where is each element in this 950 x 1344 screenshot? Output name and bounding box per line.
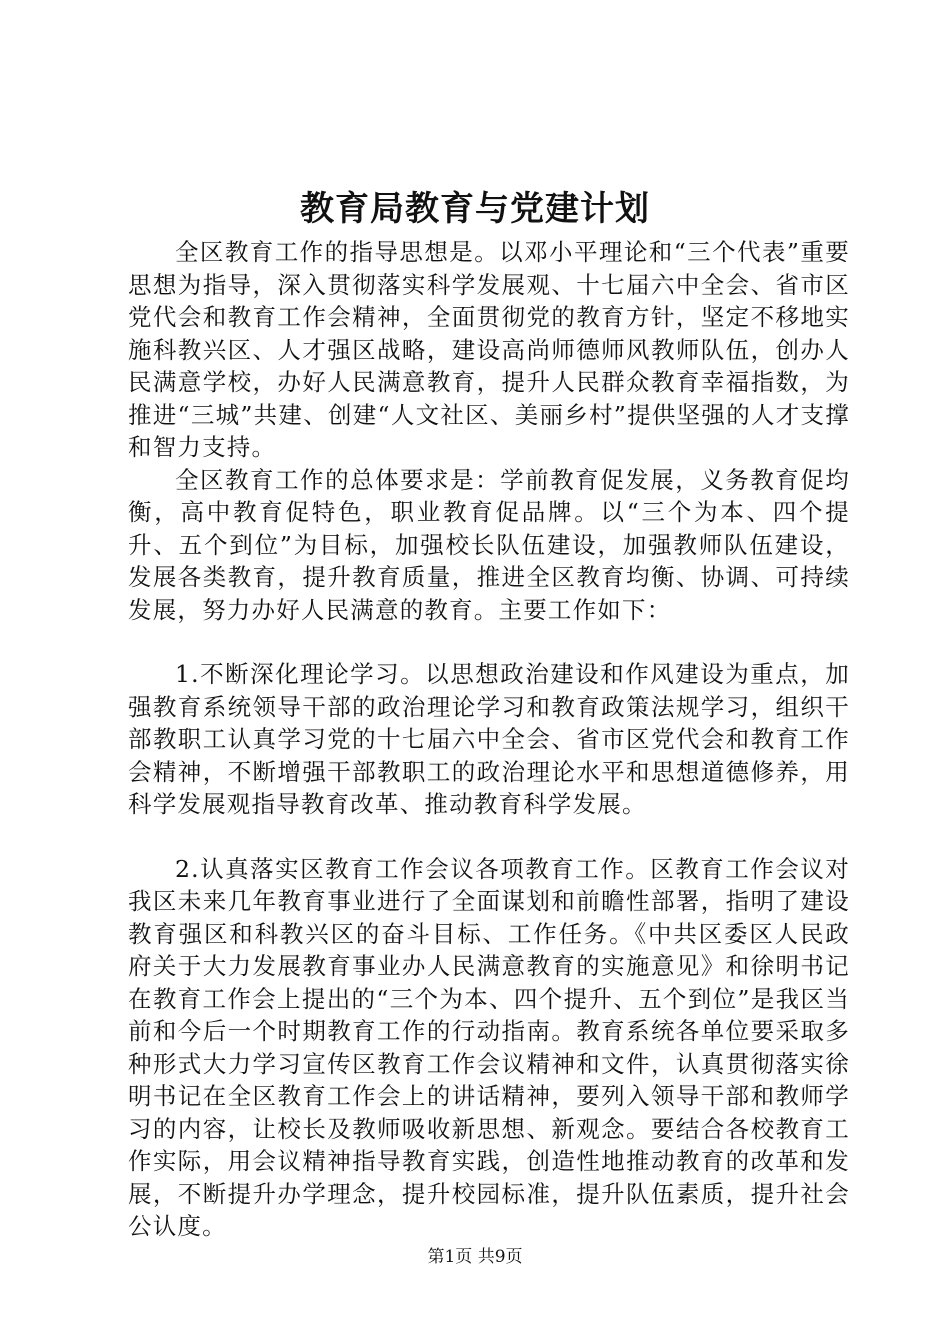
paragraph-item-1: 1.不断深化理论学习。以思想政治建设和作风建设为重点，加强教育系统领导干部的政治理论学习和教育政策法规学习，组织干部教职工认真学习党的十七届六中全会、省市区党代会和教育工作会精神，不断增强干部教职工的政治理论水平和思想道德修养，用科学发展观指导教育改革、推动教育科学发展。 (128, 660, 850, 818)
paragraph-overall-requirements: 全区教育工作的总体要求是：学前教育促发展，义务教育促均衡，高中教育促特色，职业教育促品牌。以“三个为本、四个提升、五个到位”为目标，加强校长队伍建设，加强教师队伍建设，发展各类教育，提升教育质量，推进全区教育均衡、协调、可持续发展，努力办好人民满意的教育。主要工作如下： (128, 465, 850, 624)
page-footer: 第1页 共9页 (427, 1247, 523, 1267)
paragraph-item-2: 2.认真落实区教育工作会议各项教育工作。区教育工作会议对我区未来几年教育事业进行了全面谋划和前瞻性部署，指明了建设教育强区和科教兴区的奋斗目标、工作任务。《中共区委区人民政府关于大力发展教育事业办人民满意教育的实施意见》和徐明书记在教育工作会上提出的“三个为本、四个提升、五个到位”是我区当前和今后一个时期教育工作的行动指南。教育系统各单位要采取多种形式大力学习宣传区教育工作会议精神和文件，认真贯彻落实徐明书记在全区教育工作会上的讲话精神，要列入领导干部和教师学习的内容，让校长及教师吸收新思想、新观念。要结合各校教育工作实际，用会议精神指导教育实践，创造性地推动教育的改革和发展，不断提升办学理念，提升校园标准，提升队伍素质，提升社会公认度。 (128, 854, 850, 1240)
document-title: 教育局教育与党建计划 (300, 189, 650, 229)
document-body (128, 236, 850, 1243)
paragraph-guiding-ideology: 全区教育工作的指导思想是。以邓小平理论和“三个代表”重要思想为指导，深入贯彻落实科学发展观、十七届六中全会、省市区党代会和教育工作会精神，全面贯彻党的教育方针，坚定不移地实施科教兴区、人才强区战略，建设高尚师德师风教师队伍，创办人民满意学校，办好人民满意教育，提升人民群众教育幸福指数，为推进“三城”共建、创建“人文社区、美丽乡村”提供坚强的人才支撑和智力支持。 (128, 238, 850, 461)
